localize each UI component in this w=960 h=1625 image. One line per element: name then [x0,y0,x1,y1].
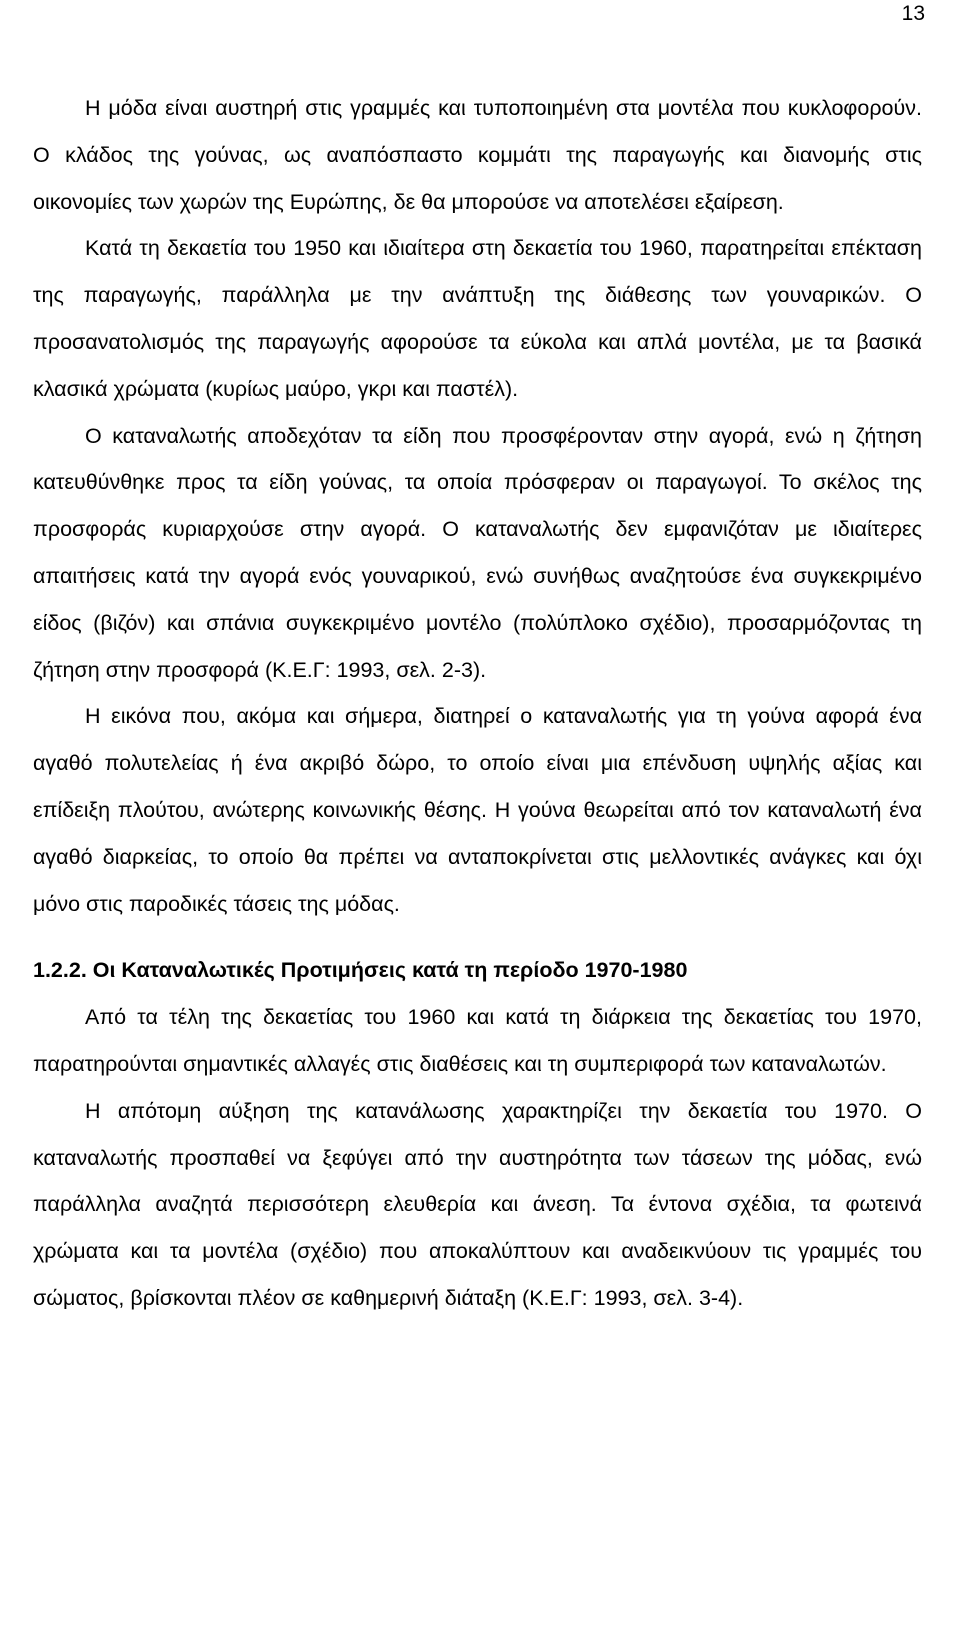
paragraph-1950s-1960s: Κατά τη δεκαετία του 1950 και ιδιαίτερα στη δεκαετία του 1960, παρατηρείται επέκταση της παραγωγής, παράλληλα με την ανάπτυξη της διάθεσης των γουναρικών. Ο προσανατολισμός της παραγωγής αφορούσε τα εύκολα και απλά μοντέλα, με τα βασικά κλασικά χρώματα (κυρίως μαύρο, γκρι και παστέλ). [33,236,922,401]
paragraph-consumer-acceptance: Ο καταναλωτής αποδεχόταν τα είδη που προσφέρονταν στην αγορά, ενώ η ζήτηση κατευθύνθηκε προς τα είδη γούνας, τα οποία πρόσφεραν οι παραγωγοί. Το σκέλος της προσφοράς κυριαρχούσε στην αγορά. Ο καταναλωτής δεν εμφανιζόταν με ιδιαίτερες απαιτήσεις κατά την αγορά ενός γουναρικού, ενώ συνήθως αναζητούσε ένα συγκεκριμένο είδος (βιζόν) και σπάνια συγκεκριμένο μοντέλο (πολύπλοκο σχέδιο), προσαρμόζοντας τη ζήτηση στην προσφορά (Κ.Ε.Γ: 1993, σελ. 2-3). [33,423,922,682]
section-heading: 1.2.2. Οι Καταναλωτικές Προτιμήσεις κατά τη περίοδο 1970-1980 [33,958,688,983]
document-body [33,85,922,1322]
paragraph-fur-image: Η εικόνα που, ακόμα και σήμερα, διατηρεί ο καταναλωτής για τη γούνα αφορά ένα αγαθό πολυτελείας ή ένα ακριβό δώρο, το οποίο είναι μια επένδυση υψηλής αξίας και επίδειξη πλούτου, ανώτερης κοινωνικής θέσης. Η γούνα θεωρείται από τον καταναλωτή ένα αγαθό διαρκείας, το οποίο θα πρέπει να ανταποκρίνεται στις μελλοντικές ανάγκες και όχι μόνο στις παροδικές τάσεις της μόδας. [33,704,922,916]
paragraph-1970s-consumption: Η απότομη αύξηση της κατανάλωσης χαρακτηρίζει την δεκαετία του 1970. Ο καταναλωτής προσπαθεί να ξεφύγει από την αυστηρότητα των τάσεων της μόδας, ενώ παράλληλα αναζητά περισσότερη ελευθερία και άνεση. Τα έντονα σχέδια, τα φωτεινά χρώματα και τα μοντέλα (σχέδιο) που αποκαλύπτουν και αναδεικνύουν τις γραμμές του σώματος, βρίσκονται πλέον σε καθημερινή διάταξη (Κ.Ε.Γ: 1993, σελ. 3-4). [33,1098,922,1310]
paragraph-fashion-strict: Η μόδα είναι αυστηρή στις γραμμές και τυποποιημένη στα μοντέλα που κυκλοφορούν. Ο κλάδος της γούνας, ως αναπόσπαστο κομμάτι της παραγωγής και διανομής στις οικονομίες των χωρών της Ευρώπης, δε θα μπορούσε να αποτελέσει εξαίρεση. [33,96,922,214]
paragraph-late-1960s-changes: Από τα τέλη της δεκαετίας του 1960 και κατά τη διάρκεια της δεκαετίας του 1970, παρατηρούνται σημαντικές αλλαγές στις διαθέσεις και τη συμπεριφορά των καταναλωτών. [33,1005,922,1076]
page-number: 13 [901,2,925,25]
